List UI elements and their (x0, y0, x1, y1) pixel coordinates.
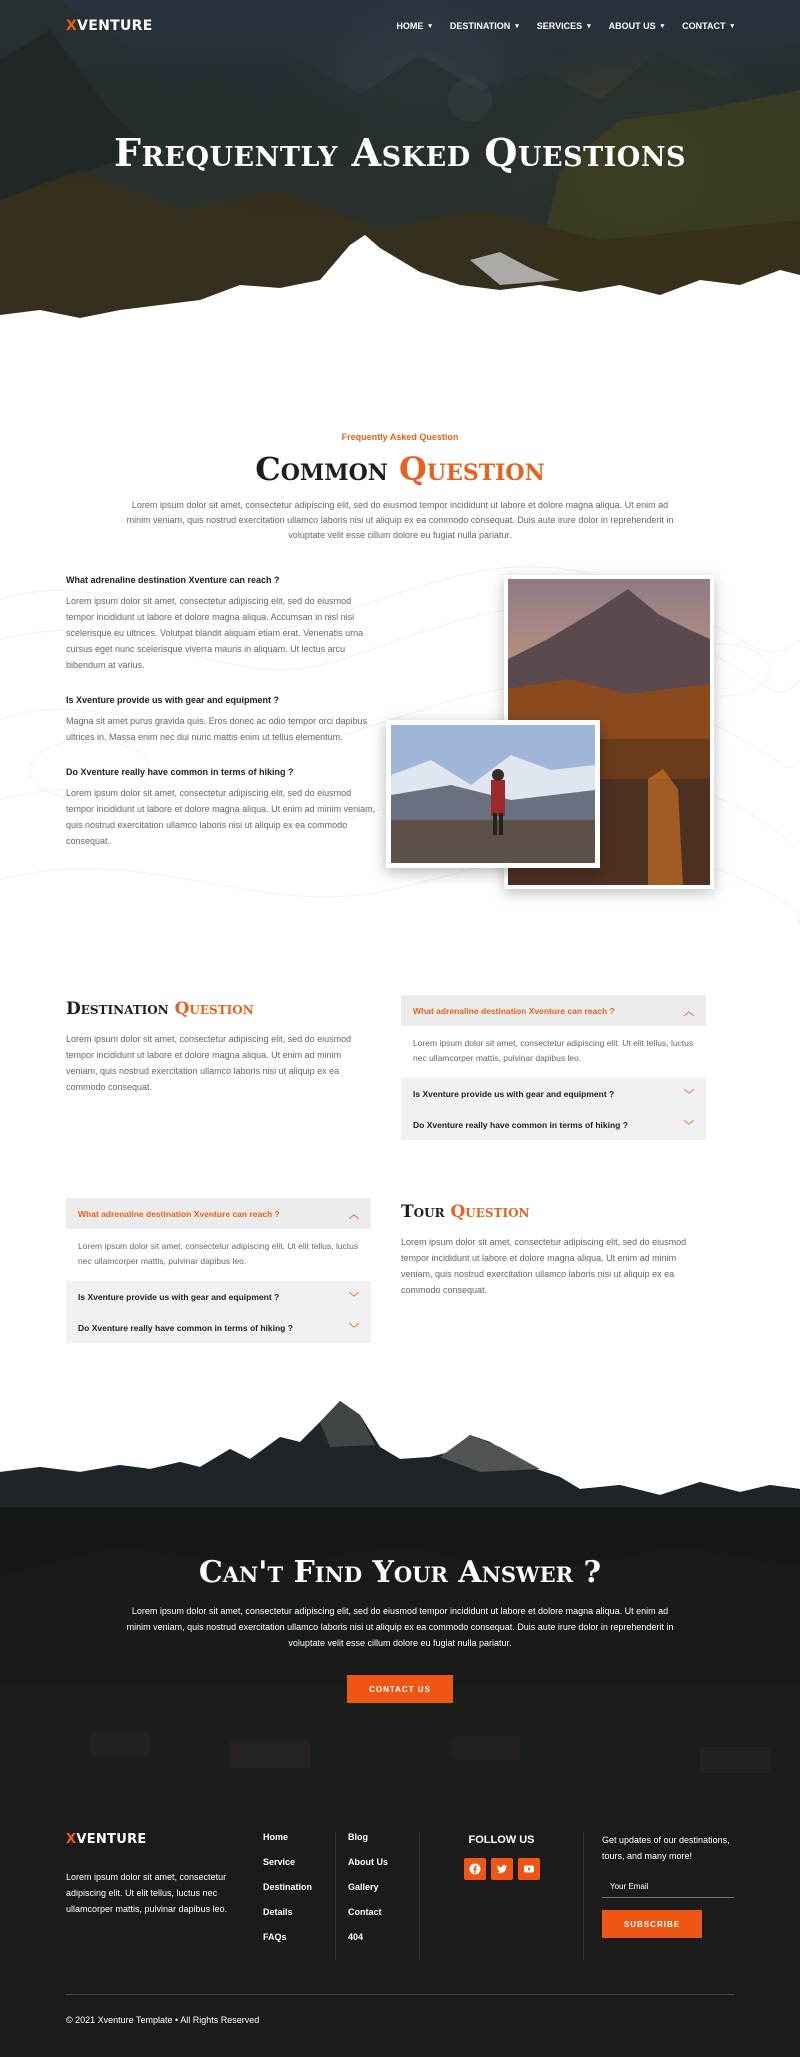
cta-section (0, 1397, 800, 1802)
footer-divider (66, 1994, 734, 1995)
cta-title: Can't Find Your Answer ? (198, 1555, 602, 1590)
footer-brand (66, 1832, 236, 1960)
chevron-up-icon: ︿ (684, 1007, 694, 1018)
hiker-photo (386, 720, 600, 868)
chevron-down-icon: ﹀ (684, 1090, 694, 1101)
chevron-down-icon: ﹀ (684, 1121, 694, 1132)
navbar (0, 0, 800, 52)
nav-item-about-us[interactable]: ABOUT US ▾ (608, 21, 665, 31)
chevron-down-icon: ﹀ (349, 1324, 359, 1335)
chevron-down-icon: ﹀ (349, 1293, 359, 1304)
accordion-toggle[interactable]: What adrenaline destination Xventure can reach ? ︿ (401, 995, 706, 1026)
cta-text: Lorem ipsum dolor sit amet, consectetur adipiscing elit, sed do eiusmod tempor incididunt ut labore et dolore magna aliqua. Ut enim ad minim veniam, quis nostrud exercitation ullamco laboris nisi ut aliquip ex ea commodo consequat. Duis aute irure dolor in reprehenderit in voluptate velit esse cillum dolore eu fugiat nulla pariatur. (126, 1606, 674, 1648)
common-body (66, 575, 734, 895)
contact-us-button[interactable]: CONTACT US (347, 1675, 453, 1703)
social-links (420, 1858, 583, 1880)
newsletter-text: Get updates of our destinations, tours, and many more! (602, 1835, 730, 1861)
facebook-icon[interactable] (464, 1858, 486, 1880)
destination-accordion (401, 995, 706, 1140)
footer-link-details[interactable]: Details (263, 1907, 293, 1917)
tour-question-section (0, 1198, 800, 1343)
footer-link-404[interactable]: 404 (348, 1932, 364, 1942)
snow-peaks-divider (0, 230, 800, 340)
photo-collage (376, 575, 734, 895)
tour-text (401, 1198, 706, 1343)
tour-paragraph: Lorem ipsum dolor sit amet, consectetur adipiscing elit, sed do eiusmod tempor incididunt ut labore et dolore magna aliqua. Ut enim ad minim veniam, quis nostrud exercitation ullamco laboris nisi ut aliquip ex ea commodo consequat. (401, 1237, 687, 1295)
follow-us (419, 1832, 584, 1960)
footer-link-faqs[interactable]: FAQs (263, 1932, 287, 1942)
faq-item (66, 575, 376, 673)
nav-item-contact[interactable]: CONTACT ▾ (682, 21, 734, 31)
twitter-icon[interactable] (491, 1858, 513, 1880)
nav-item-destination[interactable]: DESTINATION ▾ (449, 21, 519, 31)
accordion-toggle[interactable]: Is Xventure provide us with gear and equipment ? ﹀ (401, 1078, 706, 1109)
section-intro: Lorem ipsum dolor sit amet, consectetur adipiscing elit, sed do eiusmod tempor incididunt ut labore et dolore magna aliqua. Ut enim ad minim veniam, quis nostrud exercitation ullamco laboris nisi ut aliquip ex ea commodo consequat. Duis aute irure dolor in reprehenderit in voluptate velit esse cillum dolore eu fugiat nulla pariatur. (126, 500, 674, 540)
footer-about: Lorem ipsum dolor sit amet, consectetur adipiscing elit. Ut elit tellus, luctus nec ullamcorper mattis, pulvinar dapibus leo. (66, 1872, 228, 1914)
footer-logo[interactable]: XVENTURE (66, 1832, 147, 1847)
faq-answer: Lorem ipsum dolor sit amet, consectetur adipiscing elit, sed do eiusmod tempor incididunt ut labore et dolore magna aliqua. Ut enim ad minim veniam, quis nostrud exercitation ullamco laboris nisi ut aliquip ex ea commodo consequat. (66, 788, 376, 846)
destination-text (66, 995, 371, 1140)
footer-link-home[interactable]: Home (263, 1832, 289, 1842)
destination-question-section (0, 995, 800, 1140)
footer-links-col-1 (251, 1832, 335, 1960)
faq-question: What adrenaline destination Xventure can reach ? (66, 575, 280, 585)
destination-title: Destination Question (66, 999, 254, 1019)
subscribe-button[interactable]: SUBSCRIBE (602, 1910, 702, 1938)
footer-links-col-2 (335, 1832, 419, 1960)
section-title: Common Question (255, 450, 545, 488)
chevron-up-icon: ︿ (349, 1210, 359, 1221)
faq-question: Is Xventure provide us with gear and equipment ? (66, 695, 280, 705)
footer-link-gallery[interactable]: Gallery (348, 1882, 379, 1892)
faq-list (66, 575, 376, 895)
nav-item-services[interactable]: SERVICES ▾ (536, 21, 591, 31)
chevron-down-icon: ▾ (587, 23, 591, 30)
tour-accordion (66, 1198, 371, 1343)
site-logo[interactable]: XVENTURE (66, 18, 153, 34)
faq-item (66, 767, 376, 849)
youtube-icon[interactable] (518, 1858, 540, 1880)
footer (0, 1802, 800, 2057)
faq-item (66, 695, 376, 745)
footer-link-destination[interactable]: Destination (263, 1882, 313, 1892)
hero-section (0, 0, 800, 340)
destination-paragraph: Lorem ipsum dolor sit amet, consectetur adipiscing elit, sed do eiusmod tempor incididunt ut labore et dolore magna aliqua. Ut enim ad minim veniam, quis nostrud exercitation ullamco laboris nisi ut aliquip ex ea commodo consequat. (66, 1034, 352, 1092)
faq-question: Do Xventure really have common in terms of hiking ? (66, 767, 294, 777)
copyright: © 2021 Xventure Template • All Rights Reserved (66, 2015, 260, 2025)
chevron-down-icon: ▾ (515, 23, 519, 30)
follow-title: FOLLOW US (468, 1834, 535, 1846)
email-field[interactable]: Your Email (602, 1876, 734, 1898)
accordion-toggle[interactable]: Do Xventure really have common in terms of hiking ? ﹀ (401, 1109, 706, 1140)
newsletter (584, 1832, 734, 1960)
footer-link-blog[interactable]: Blog (348, 1832, 368, 1842)
accordion-content: Lorem ipsum dolor sit amet, consectetur adipiscing elit. Ut elit tellus, luctus nec ullamcorper mattis, pulvinar dapibus leo. (66, 1229, 371, 1281)
chevron-down-icon: ▾ (730, 23, 734, 30)
chevron-down-icon: ▾ (660, 23, 665, 30)
footer-links (251, 1832, 419, 1960)
accordion-toggle[interactable]: Is Xventure provide us with gear and equipment ? ﹀ (66, 1281, 371, 1312)
accordion-toggle[interactable]: What adrenaline destination Xventure can reach ? ︿ (66, 1198, 371, 1229)
tour-title: Tour Question (401, 1202, 530, 1222)
accordion-toggle[interactable]: Do Xventure really have common in terms of hiking ? ﹀ (66, 1312, 371, 1343)
accordion-content: Lorem ipsum dolor sit amet, consectetur adipiscing elit. Ut elit tellus, luctus nec ullamcorper mattis, pulvinar dapibus leo. (401, 1026, 706, 1078)
faq-answer: Magna sit amet purus gravida quis. Eros donec ac odio tempor orci dapibus ultrices in. Massa enim nec dui nunc mattis enim ut tellus elementum. (66, 716, 368, 742)
faq-answer: Lorem ipsum dolor sit amet, consectetur adipiscing elit, sed do eiusmod tempor incididunt ut labore et dolore magna aliqua. Accumsan in nisl nisi scelerisque eu ultrices. Volutpat blandit aliquam etiam erat. Venenatis urna cursus eget nunc scelerisque viverra mauris in aliquam. Ut lectus arcu bibendum at varius. (66, 596, 364, 670)
nav-menu (396, 21, 734, 31)
footer-link-contact[interactable]: Contact (348, 1907, 382, 1917)
mountain-ridge-divider (0, 1397, 800, 1507)
section-eyebrow: Frequently Asked Question (341, 432, 459, 442)
common-question-section (0, 340, 800, 955)
chevron-down-icon: ▾ (428, 23, 432, 30)
footer-link-about-us[interactable]: About Us (348, 1857, 388, 1867)
nav-item-home[interactable]: HOME ▾ (396, 21, 432, 31)
footer-link-service[interactable]: Service (263, 1857, 296, 1867)
hero-title: Frequently Asked Questions (114, 130, 686, 175)
